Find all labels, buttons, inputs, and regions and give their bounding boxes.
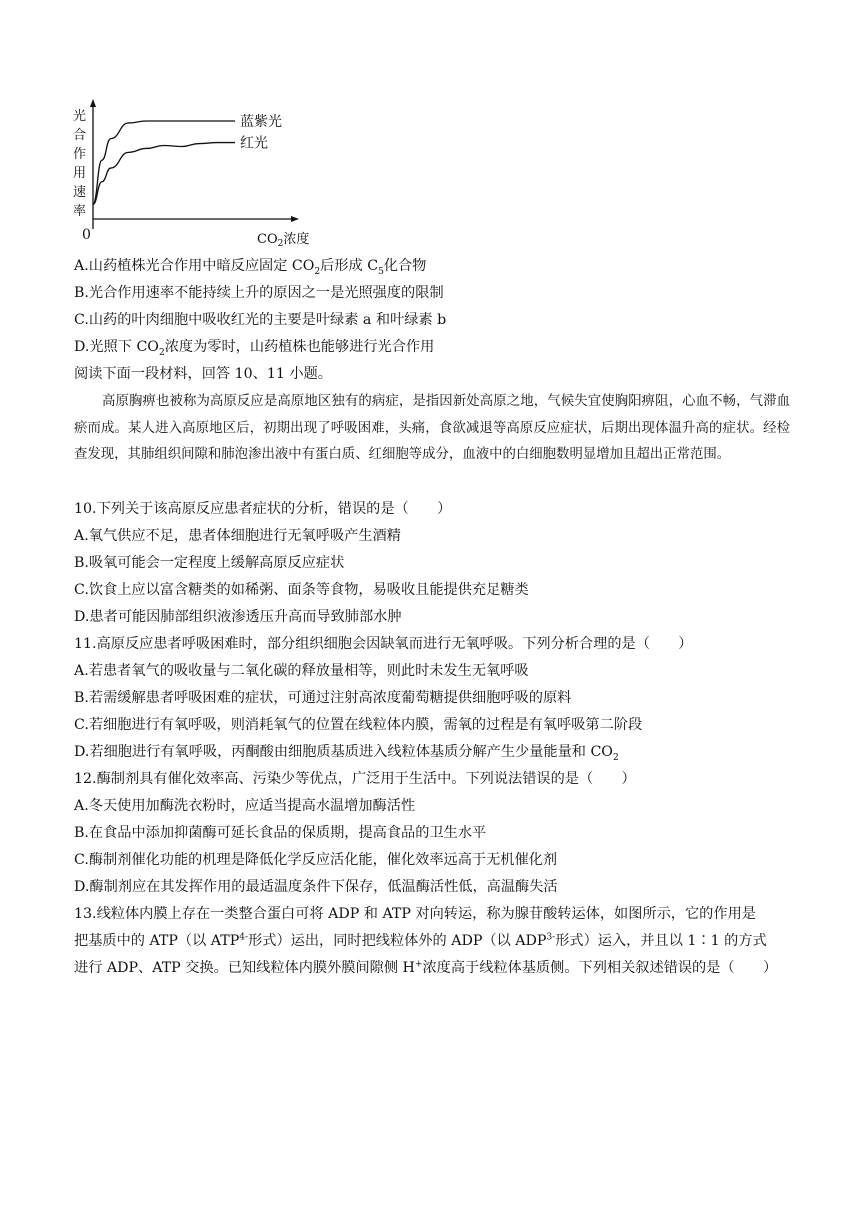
q9-option-c: C.山药的叶肉细胞中吸收红光的主要是叶绿素 a 和叶绿素 b xyxy=(74,312,447,328)
y-label-char: 率 xyxy=(73,204,87,219)
q10-option-b: B.吸氧可能会一定程度上缓解高原反应症状 xyxy=(74,555,345,571)
x-axis-label: $CO_2$浓度 xyxy=(257,232,310,249)
q10-option-d: D.患者可能因肺部组织液渗透压升高而导致肺部水肿 xyxy=(74,609,402,625)
q11-option-d: D.若细胞进行有氧呼吸，丙酮酸由细胞质基质进入线粒体基质分解产生少量能量和 $CO_2$ xyxy=(74,744,619,763)
q13-stem-line-1: 13.线粒体内膜上存在一类整合蛋白可将 ADP 和 ATP 对向转运，称为腺苷酸转运体，如图所示，它的作用是 xyxy=(74,906,756,922)
y-label-char: 作 xyxy=(73,147,87,162)
q12-option-b: B.在食品中添加抑菌酶可延长食品的保质期，提高食品的卫生水平 xyxy=(74,825,487,841)
series-label-1: 蓝紫光 xyxy=(240,114,282,130)
y-axis-arrow xyxy=(90,99,96,107)
photosynthesis-chart xyxy=(70,95,330,250)
q10-option-a: A.氧气供应不足，患者体细胞进行无氧呼吸产生酒精 xyxy=(74,528,401,544)
q12-option-d: D.酶制剂应在其发挥作用的最适温度条件下保存，低温酶活性低，高温酶失活 xyxy=(74,879,558,895)
q13-stem-line-3: 进行 ADP、ATP 交换。已知线粒体内膜外膜间隙侧 H+浓度高于线粒体基质侧。下列相关叙述错误的是（ ） xyxy=(74,959,778,976)
q11-option-b: B.若需缓解患者呼吸困难的症状，可通过注射高浓度葡萄糖提供细胞呼吸的原料 xyxy=(74,690,572,706)
series-label-2: 红光 xyxy=(240,135,268,152)
q10-stem: 10.下列关于该高原反应患者症状的分析，错误的是（ ） xyxy=(74,501,452,517)
y-label-char: 速 xyxy=(73,185,87,200)
material-intro: 阅读下面一段材料，回答 10、11 小题。 xyxy=(74,366,332,382)
q11-option-c: C.若细胞进行有氧呼吸，则消耗氧气的位置在线粒体内膜，需氧的过程是有氧呼吸第二阶段 xyxy=(74,717,643,733)
material-paragraph: 高原胸痹也被称为高原反应是高原地区独有的病症，是指因新处高原之地，气候失宜使胸阳痹阻，心血不畅，气滞血瘀而成。某人进入高原地区后，初期出现了呼吸困难，头痛，食欲减退等高原反应症状，后期出现体温升高的症状。经检查发现，其肺组织间隙和肺泡渗出液中有蛋白质、红细胞等成分，血液中的白细胞数明显增加且超出正常范围。 xyxy=(74,394,790,463)
q12-option-a: A.冬天使用加酶洗衣粉时，应适当提高水温增加酶活性 xyxy=(74,798,416,814)
q11-option-a: A.若患者氧气的吸收量与二氧化碳的释放量相等，则此时未发生无氧呼吸 xyxy=(74,663,529,679)
series-line-2 xyxy=(93,143,235,205)
q11-stem: 11.高原反应患者呼吸困难时，部分组织细胞会因缺氧而进行无氧呼吸。下列分析合理的是（ ） xyxy=(74,636,693,652)
y-label-char: 用 xyxy=(73,166,87,181)
q13-stem-line-2: 把基质中的 ATP（以 $ATP^{4-}$形式）运出，同时把线粒体外的 ADP（以 $ADP^{3-}$形式）运入，并且以 1∶1 的方式 xyxy=(74,932,767,949)
x-axis-arrow xyxy=(291,216,299,222)
series-line-1 xyxy=(93,121,235,204)
origin-label: 0 xyxy=(82,227,91,243)
y-label-char: 合 xyxy=(73,128,87,143)
q10-option-c: C.饮食上应以富含糖类的如稀粥、面条等食物，易吸收且能提供充足糖类 xyxy=(74,582,529,598)
q9-option-b: B.光合作用速率不能持续上升的原因之一是光照强度的限制 xyxy=(74,285,444,301)
y-axis-label xyxy=(73,108,86,219)
q12-option-c: C.酶制剂催化功能的机理是降低化学反应活化能，催化效率远高于无机催化剂 xyxy=(74,852,558,868)
q9-option-a: A.山药植株光合作用中暗反应固定 $CO_2$后形成 $C_5$化合物 xyxy=(74,258,427,277)
q12-stem: 12.酶制剂具有催化效率高、污染少等优点，广泛用于生活中。下列说法错误的是（ ） xyxy=(74,771,636,787)
y-label-char: 光 xyxy=(73,109,87,124)
q9-option-d: D.光照下 $CO_2$浓度为零时，山药植株也能够进行光合作用 xyxy=(74,339,435,358)
